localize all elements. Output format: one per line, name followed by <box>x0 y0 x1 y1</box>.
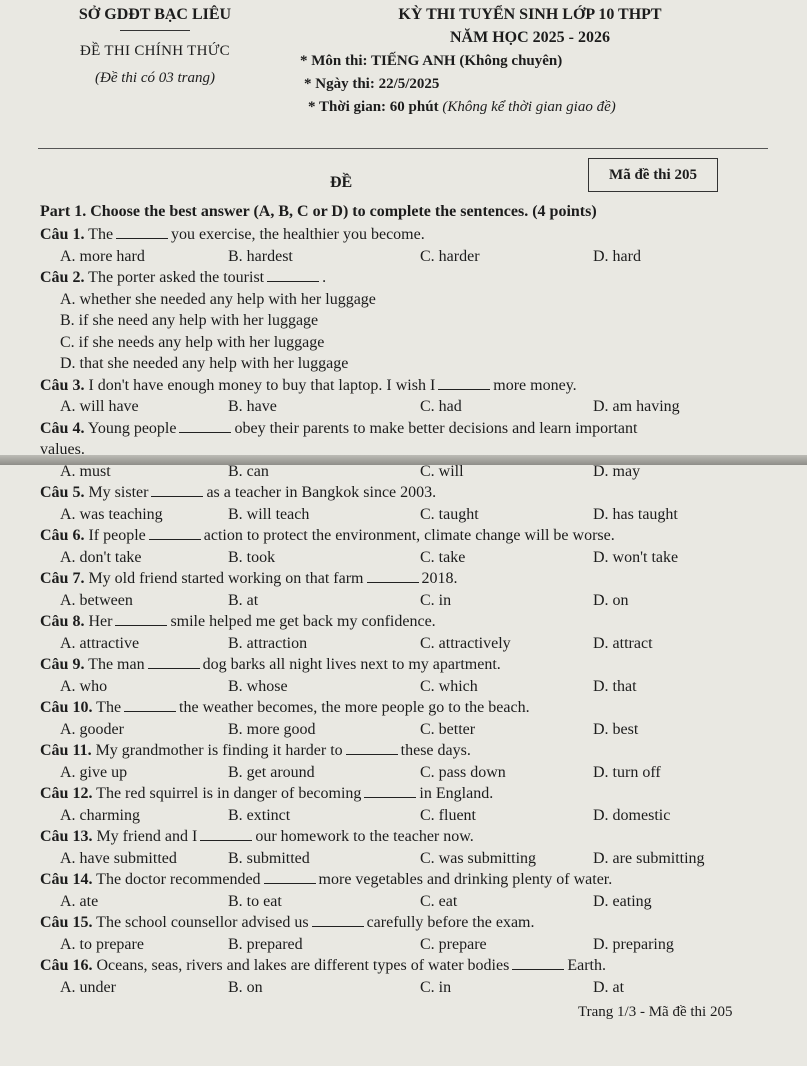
stem-before-blank: The <box>88 226 114 243</box>
question-6 <box>40 525 770 568</box>
question-8 <box>40 611 770 654</box>
option-b: B. prepared <box>228 935 303 953</box>
option-a: A. who <box>60 677 108 695</box>
option-a: A. have submitted <box>60 849 177 867</box>
question-1 <box>40 224 770 267</box>
question-10 <box>40 697 770 740</box>
option-c: C. fluent <box>420 806 476 824</box>
stem-after-blank: action to protect the environment, climate change will be worse. <box>203 527 615 544</box>
options-row <box>40 977 770 999</box>
option-a: A. give up <box>60 763 128 781</box>
question-stem <box>40 869 770 891</box>
options-row <box>40 246 770 268</box>
question-stem <box>40 740 770 762</box>
official-label: ĐỀ THI CHÍNH THỨC <box>80 43 230 59</box>
date-line: * Ngày thi: 22/5/2025 <box>304 76 440 92</box>
header-divider <box>38 148 768 149</box>
question-2 <box>40 267 770 375</box>
option-d: D. at <box>593 978 625 996</box>
option-a: A. under <box>60 978 116 996</box>
option-c: C. in <box>420 978 452 996</box>
stem-after-blank: more vegetables and drinking plenty of water. <box>318 871 613 888</box>
stem-after-blank: our homework to the teacher now. <box>255 828 474 845</box>
answer-blank <box>151 482 203 497</box>
stem-after-blank: these days. <box>400 742 471 759</box>
stem-after-blank: 2018. <box>421 570 458 587</box>
option-b: B. if she need any help with her luggage <box>60 312 319 329</box>
stem-after-blank: as a teacher in Bangkok since 2003. <box>206 484 437 501</box>
stem-before-blank: The doctor recommended <box>96 871 261 888</box>
question-7 <box>40 568 770 611</box>
answer-blank <box>312 912 364 927</box>
stem-before-blank: Her <box>88 613 113 630</box>
stem-after-blank: . <box>322 269 327 286</box>
question-stem <box>40 568 770 590</box>
time-line <box>300 99 760 116</box>
question-number: Câu 14. <box>40 871 93 888</box>
stem-before-blank: Young people <box>87 419 177 437</box>
department-underline <box>120 30 190 31</box>
option-a: A. charming <box>60 806 140 824</box>
stem-after-blank: obey their parents to make better decisions and learn important <box>234 419 638 437</box>
stem-before-blank: Oceans, seas, rivers and lakes are different types of water bodies <box>96 957 510 974</box>
option-c: C. if she needs any help with her luggage <box>60 333 325 351</box>
options-row <box>40 504 770 526</box>
option-a: A. was teaching <box>60 505 163 523</box>
question-number: Câu 5. <box>40 484 85 501</box>
option-b: B. at <box>228 591 259 609</box>
option-d: D. turn off <box>593 763 661 781</box>
stem-before-blank: My sister <box>88 484 149 501</box>
option-d: D. best <box>593 720 639 738</box>
options-row <box>40 891 770 913</box>
question-3 <box>40 375 770 418</box>
option-b: B. on <box>228 978 263 996</box>
stem-after-blank: Earth. <box>567 957 606 974</box>
question-stem <box>40 267 770 289</box>
stem-before-blank: I don't have enough money to buy that laptop. I wish I <box>88 376 436 394</box>
question-stem <box>40 955 770 977</box>
option-b: B. hardest <box>228 247 293 265</box>
question-stem <box>40 482 770 504</box>
option-d: D. preparing <box>593 935 674 953</box>
stem-before-blank: The porter asked the tourist <box>88 269 265 286</box>
option-c: C. attractively <box>420 634 511 652</box>
options-row <box>40 762 770 784</box>
option-a: A. to prepare <box>60 935 144 953</box>
question-number: Câu 4. <box>40 419 85 437</box>
exam-title: KỲ THI TUYỂN SINH LỚP 10 THPT <box>398 6 662 23</box>
answer-blank <box>267 267 319 282</box>
question-number: Câu 16. <box>40 957 93 974</box>
stem-after-blank: the weather becomes, the more people go to the beach. <box>179 699 530 716</box>
answer-blank <box>438 375 490 390</box>
option-b: B. attraction <box>228 634 308 652</box>
option-d: D. may <box>593 462 641 480</box>
exam-code-box: Mã đề thi 205 <box>588 158 718 192</box>
option-d: D. on <box>593 591 629 609</box>
stem-before-blank: The <box>96 699 122 716</box>
answer-blank <box>264 869 316 884</box>
stem-continuation: values. <box>40 441 85 458</box>
stem-before-blank: The man <box>88 656 145 673</box>
stem-before-blank: The red squirrel is in danger of becoming <box>96 785 362 802</box>
option-a: A. whether she needed any help with her luggage <box>60 290 376 308</box>
answer-blank <box>512 955 564 970</box>
answer-blank <box>346 740 398 755</box>
option-b: B. can <box>228 462 269 480</box>
answer-blank <box>364 783 416 798</box>
question-stem <box>40 912 770 934</box>
question-stem <box>40 418 770 440</box>
question-number: Câu 1. <box>40 226 85 243</box>
question-11 <box>40 740 770 783</box>
question-9 <box>40 654 770 697</box>
option-c: C. better <box>420 720 476 738</box>
question-stem <box>40 783 770 805</box>
stem-after-blank: carefully before the exam. <box>366 914 535 931</box>
stem-after-blank: you exercise, the healthier you become. <box>171 226 425 243</box>
answer-blank <box>124 697 176 712</box>
option-c: C. had <box>420 398 462 415</box>
time-note: (Không kể thời gian giao đề) <box>442 99 616 115</box>
option-d: D. attract <box>593 634 653 652</box>
page-count-note: (Đề thi có 03 trang) <box>95 70 215 86</box>
answer-blank <box>200 826 252 841</box>
option-d: D. has taught <box>593 505 678 523</box>
options-row <box>40 934 770 956</box>
question-number: Câu 2. <box>40 269 85 286</box>
option-c: C. taught <box>420 505 479 523</box>
option-b: B. submitted <box>228 849 310 867</box>
question-number: Câu 11. <box>40 742 92 759</box>
stem-before-blank: The school counsellor advised us <box>96 914 309 931</box>
answer-blank <box>179 418 231 433</box>
options-row <box>40 719 770 741</box>
option-c: C. eat <box>420 892 458 910</box>
question-15 <box>40 912 770 955</box>
option-d: D. am having <box>593 398 680 415</box>
option-d: D. domestic <box>593 806 671 824</box>
option-a: A. will have <box>60 398 139 415</box>
question-stem <box>40 826 770 848</box>
stem-after-blank: more money. <box>493 376 577 394</box>
option-a: A. ate <box>60 892 99 910</box>
options-row <box>40 848 770 870</box>
option-b: B. get around <box>228 763 315 781</box>
answer-blank <box>116 224 168 239</box>
stem-before-blank: If people <box>88 527 146 544</box>
question-14 <box>40 869 770 912</box>
option-a: A. gooder <box>60 720 124 738</box>
option-b: B. have <box>228 398 277 415</box>
option-c: C. will <box>420 462 464 480</box>
question-stem <box>40 697 770 719</box>
question-stem <box>40 224 770 246</box>
header-left <box>40 6 270 87</box>
option-d: D. that <box>593 677 637 695</box>
question-number: Câu 7. <box>40 570 85 587</box>
answer-blank <box>149 525 201 540</box>
question-stem <box>40 375 770 397</box>
option-c: C. which <box>420 677 478 695</box>
question-13 <box>40 826 770 869</box>
options-row <box>40 461 770 483</box>
option-c: C. in <box>420 591 452 609</box>
option-c: C. harder <box>420 247 480 265</box>
stem-before-blank: My friend and I <box>96 828 198 845</box>
question-number: Câu 10. <box>40 699 93 716</box>
question-list <box>40 224 770 998</box>
page-footer: Trang 1/3 - Mã đề thi 205 <box>578 1004 733 1020</box>
question-stem <box>40 654 770 676</box>
subject-line: * Môn thi: TIẾNG ANH (Không chuyên) <box>300 53 563 69</box>
option-b: B. to eat <box>228 892 282 910</box>
option-a: A. more hard <box>60 247 145 265</box>
question-number: Câu 8. <box>40 613 85 630</box>
option-a: A. between <box>60 591 133 609</box>
stem-before-blank: My old friend started working on that farm <box>88 570 364 587</box>
part1-instructions: Part 1. Choose the best answer (A, B, C or D) to complete the sentences. (4 points) <box>40 203 597 220</box>
option-b: B. took <box>228 548 276 566</box>
school-year: NĂM HỌC 2025 - 2026 <box>450 29 610 46</box>
option-b: B. will teach <box>228 505 310 523</box>
de-label: ĐỀ <box>330 174 353 191</box>
option-d: D. that she needed any help with her luggage <box>60 355 349 372</box>
option-a: A. don't take <box>60 548 142 566</box>
option-d: D. hard <box>593 247 641 265</box>
answer-blank <box>148 654 200 669</box>
stem-before-blank: My grandmother is finding it harder to <box>95 742 343 759</box>
answer-blank <box>367 568 419 583</box>
question-4 <box>40 418 770 483</box>
question-number: Câu 12. <box>40 785 93 802</box>
options-row <box>40 633 770 655</box>
stem-after-blank: in England. <box>419 785 494 802</box>
option-b: B. whose <box>228 677 288 695</box>
options-row <box>40 396 770 418</box>
answer-blank <box>115 611 167 626</box>
department-name: SỞ GDĐT BẠC LIÊU <box>78 6 232 23</box>
stem-after-blank: dog barks all night lives next to my apartment. <box>202 656 501 673</box>
option-d: D. are submitting <box>593 849 705 867</box>
time-label: * Thời gian: 60 phút <box>308 99 443 115</box>
option-c: C. pass down <box>420 763 506 781</box>
header-right <box>300 6 760 116</box>
option-b: B. extinct <box>228 806 291 824</box>
option-c: C. was submitting <box>420 849 537 867</box>
options-row <box>40 676 770 698</box>
option-a: A. attractive <box>60 634 140 652</box>
question-number: Câu 15. <box>40 914 93 931</box>
option-a: A. must <box>60 462 111 480</box>
question-number: Câu 6. <box>40 527 85 544</box>
question-16 <box>40 955 770 998</box>
option-c: C. take <box>420 548 466 566</box>
option-d: D. won't take <box>593 548 679 566</box>
options-row <box>40 590 770 612</box>
question-number: Câu 3. <box>40 376 85 394</box>
question-5 <box>40 482 770 525</box>
option-c: C. prepare <box>420 935 487 953</box>
stem-after-blank: smile helped me get back my confidence. <box>170 613 436 630</box>
option-d: D. eating <box>593 892 652 910</box>
question-number: Câu 9. <box>40 656 85 673</box>
options-row <box>40 547 770 569</box>
question-number: Câu 13. <box>40 828 93 845</box>
options-row <box>40 805 770 827</box>
question-stem <box>40 525 770 547</box>
question-12 <box>40 783 770 826</box>
option-b: B. more good <box>228 720 316 738</box>
question-stem <box>40 611 770 633</box>
